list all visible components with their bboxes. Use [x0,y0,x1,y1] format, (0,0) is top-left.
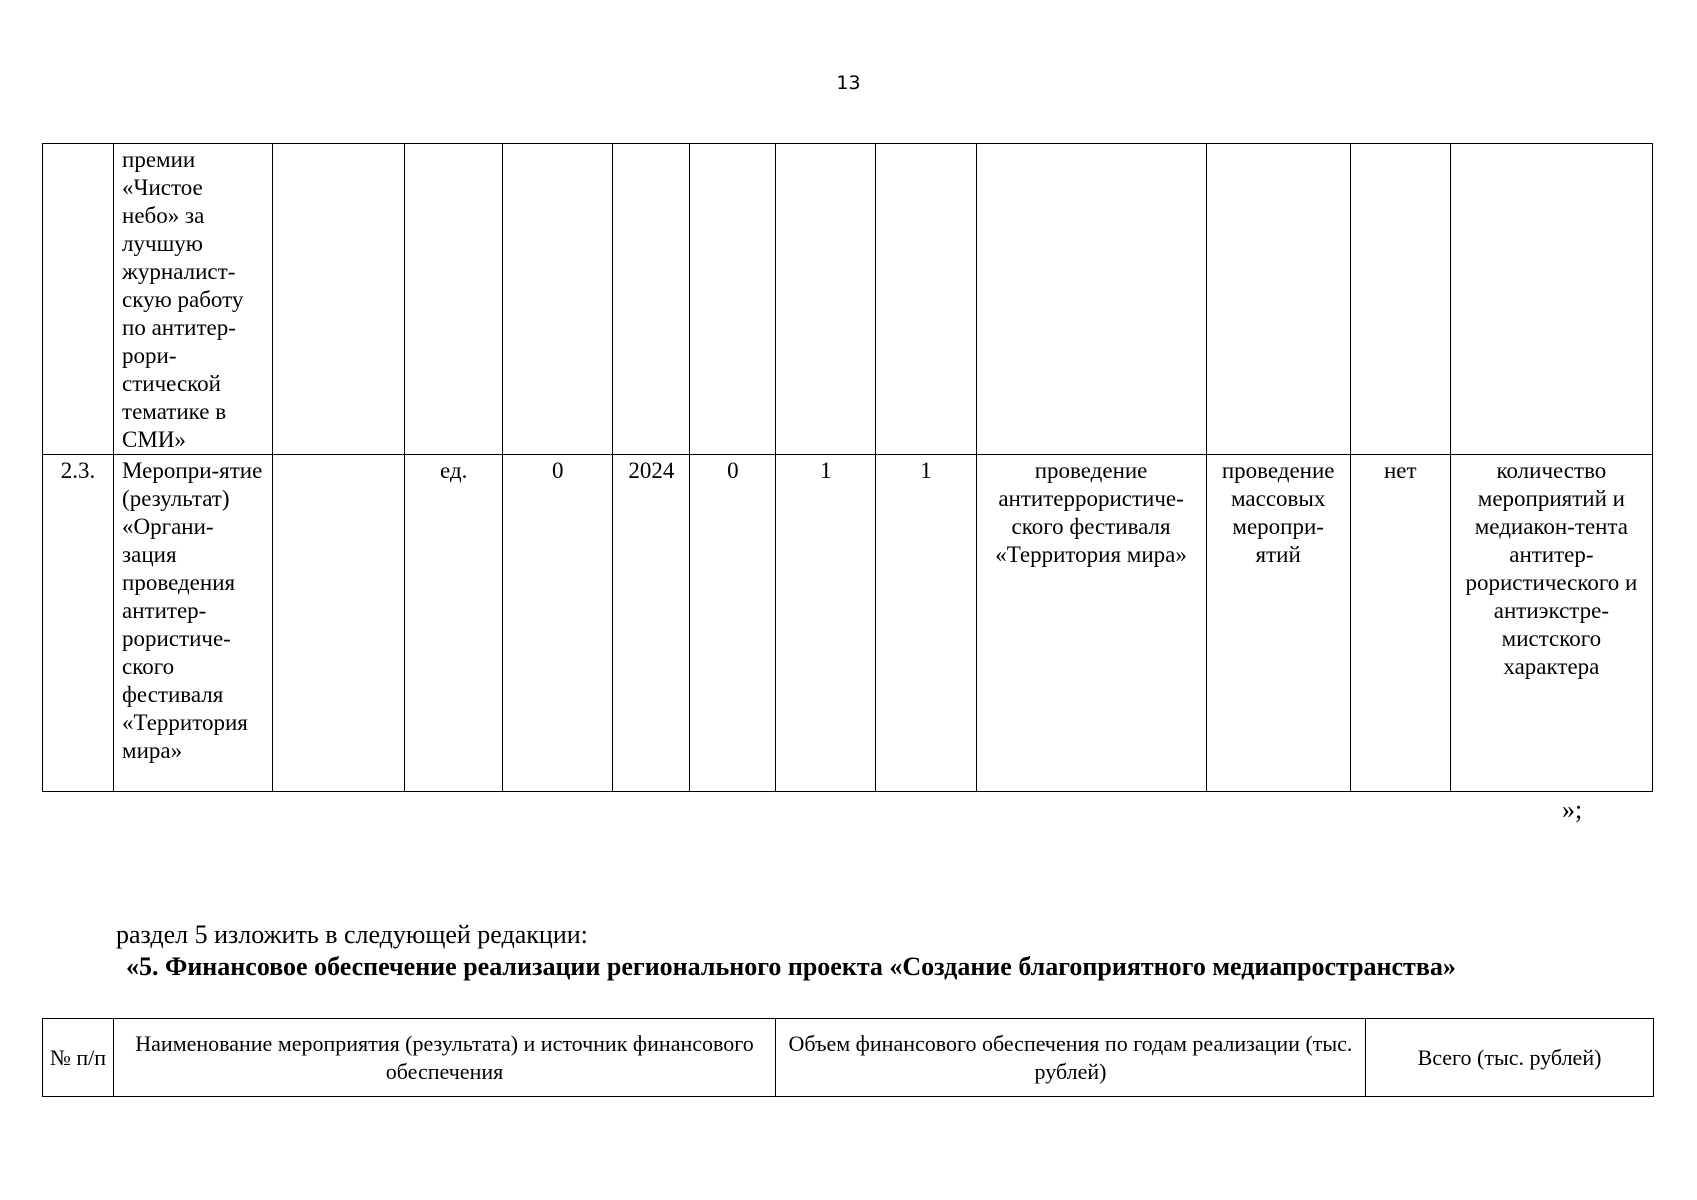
event-type [1206,144,1350,455]
base-value [503,144,613,455]
description [976,144,1206,455]
value-3: 1 [876,455,976,792]
table-row [43,455,1653,792]
header-number: № п/п [43,1019,114,1097]
header-name: Наименование мероприятия (результата) и источник финансового обеспечения [114,1019,776,1097]
event-name: премии «Чистое небо» за лучшую журналист-скую работу по антитер-рори-стической тематике в СМИ» [114,144,273,455]
value-1: 0 [690,455,776,792]
indicator-table [42,143,1653,792]
section-title: «5. Финансовое обеспечение реализации регионального проекта «Создание благоприятного медиапространства» [126,952,1456,981]
empty-cell [273,144,405,455]
value-3 [876,144,976,455]
characteristic [1450,144,1652,455]
row-number: 2.3. [43,455,114,792]
base-year: 2024 [613,455,690,792]
characteristic: количество мероприятий и медиакон-тента антитер-рористического и антиэкстре-мистского характера [1450,455,1652,792]
event-type: проведение массовых меропри-ятий [1206,455,1350,792]
row-number [43,144,114,455]
empty-cell [273,455,405,792]
value-2: 1 [776,455,876,792]
base-year [613,144,690,455]
closing-quote-mark: »; [1562,795,1583,824]
finance-table [42,1018,1654,1097]
flag: нет [1350,455,1450,792]
value-2 [776,144,876,455]
table-header-row [43,1019,1654,1097]
value-1 [690,144,776,455]
page-number: 13 [836,72,861,94]
description: проведение антитеррористиче-ского фестиваля «Территория мира» [976,455,1206,792]
header-total: Всего (тыс. рублей) [1366,1019,1654,1097]
base-value: 0 [503,455,613,792]
intro-text: раздел 5 изложить в следующей редакции: [116,920,588,949]
flag [1350,144,1450,455]
unit: ед. [405,455,503,792]
event-name: Меропри-ятие (результат) «Органи-зация проведения антитер-рористиче-ского фестиваля «Территория мира» [114,455,273,792]
unit [405,144,503,455]
header-volume: Объем финансового обеспечения по годам реализации (тыс. рублей) [776,1019,1366,1097]
table-row [43,144,1653,455]
